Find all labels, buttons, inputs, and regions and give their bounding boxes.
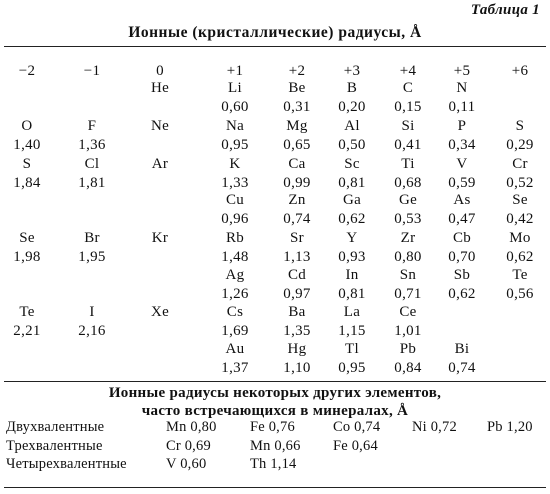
mineral-radius: Co 0,74: [333, 419, 381, 435]
radius-value: 0,84: [394, 360, 422, 376]
element-symbol: Te: [19, 304, 35, 320]
element-symbol: Mo: [509, 230, 531, 246]
element-symbol: Zn: [288, 192, 306, 208]
mineral-radius: Pb 1,20: [487, 419, 533, 435]
element-symbol: Zr: [400, 230, 416, 246]
radius-value: 1,98: [13, 249, 41, 265]
element-symbol: I: [89, 304, 95, 320]
element-symbol: Sc: [344, 156, 360, 172]
element-symbol: Cl: [84, 156, 100, 172]
radius-value: 0,52: [506, 175, 534, 191]
radius-value: 0,29: [506, 137, 534, 153]
element-symbol: Bi: [454, 341, 470, 357]
element-symbol: Kr: [151, 230, 169, 246]
radius-value: 1,36: [78, 137, 106, 153]
element-symbol: O: [21, 118, 33, 134]
element-symbol: C: [402, 80, 414, 96]
element-symbol: F: [87, 118, 97, 134]
column-header: 0: [156, 63, 164, 79]
element-symbol: Te: [512, 267, 528, 283]
column-header: +5: [453, 63, 471, 79]
bottom-rule: [4, 487, 546, 488]
element-symbol: Ba: [288, 304, 306, 320]
column-header: +6: [511, 63, 529, 79]
radius-value: 1,48: [221, 249, 249, 265]
column-header: +2: [288, 63, 306, 79]
radius-value: 0,80: [394, 249, 422, 265]
column-header: +1: [226, 63, 244, 79]
element-symbol: K: [229, 156, 241, 172]
element-symbol: He: [150, 80, 170, 96]
element-symbol: Ce: [399, 304, 417, 320]
column-header: +3: [343, 63, 361, 79]
mineral-radius: Mn 0,80: [166, 419, 217, 435]
element-symbol: Se: [512, 192, 528, 208]
radius-value: 1,26: [221, 286, 249, 302]
subtitle-line-2: часто встречающихся в минералах, Å: [141, 403, 409, 419]
radius-value: 0,97: [283, 286, 311, 302]
element-symbol: Au: [225, 341, 245, 357]
element-symbol: S: [22, 156, 32, 172]
element-symbol: Pb: [399, 341, 417, 357]
element-symbol: Ne: [150, 118, 170, 134]
column-header: +4: [399, 63, 417, 79]
radius-value: 0,34: [448, 137, 476, 153]
mineral-radius: Ni 0,72: [412, 419, 457, 435]
radius-value: 0,65: [283, 137, 311, 153]
radius-value: 0,47: [448, 211, 476, 227]
radius-value: 1,69: [221, 323, 249, 339]
radius-value: 0,42: [506, 211, 534, 227]
element-symbol: As: [453, 192, 471, 208]
subtitle-line-1: Ионные радиусы некоторых других элементов,: [108, 385, 442, 401]
radius-value: 1,13: [283, 249, 311, 265]
element-symbol: Si: [401, 118, 415, 134]
column-header: −1: [83, 63, 101, 79]
valence-label: Четырехвалентные: [6, 456, 127, 472]
radius-value: 0,15: [394, 99, 422, 115]
element-symbol: Se: [19, 230, 35, 246]
element-symbol: Ga: [342, 192, 362, 208]
radius-value: 1,81: [78, 175, 106, 191]
element-symbol: Ti: [401, 156, 415, 172]
mineral-radius: Mn 0,66: [250, 438, 301, 454]
element-symbol: Ag: [225, 267, 245, 283]
radius-value: 0,95: [338, 360, 366, 376]
radius-value: 1,01: [394, 323, 422, 339]
middle-rule: [4, 381, 546, 382]
radius-value: 2,16: [78, 323, 106, 339]
element-symbol: Y: [346, 230, 358, 246]
mineral-radius: V 0,60: [166, 456, 207, 472]
valence-label: Трехвалентные: [6, 438, 103, 454]
top-rule: [4, 46, 546, 47]
radius-value: 0,31: [283, 99, 311, 115]
element-symbol: V: [456, 156, 468, 172]
radius-value: 0,41: [394, 137, 422, 153]
mineral-radius: Th 1,14: [250, 456, 297, 472]
element-symbol: Br: [84, 230, 100, 246]
radius-value: 0,81: [338, 175, 366, 191]
table-title: Ионные (кристаллические) радиусы, Å: [128, 24, 422, 41]
radius-value: 1,35: [283, 323, 311, 339]
radius-value: 0,62: [338, 211, 366, 227]
valence-label: Двухвалентные: [6, 419, 105, 435]
radius-value: 0,60: [221, 99, 249, 115]
radius-value: 0,68: [394, 175, 422, 191]
radius-value: 0,81: [338, 286, 366, 302]
radius-value: 0,70: [448, 249, 476, 265]
radius-value: 1,95: [78, 249, 106, 265]
radius-value: 1,37: [221, 360, 249, 376]
radius-value: 0,20: [338, 99, 366, 115]
element-symbol: Cs: [226, 304, 244, 320]
radius-value: 0,56: [506, 286, 534, 302]
element-symbol: S: [515, 118, 525, 134]
radius-value: 2,21: [13, 323, 41, 339]
radius-value: 0,99: [283, 175, 311, 191]
radius-value: 0,71: [394, 286, 422, 302]
element-symbol: Li: [228, 80, 242, 96]
element-symbol: Ge: [398, 192, 418, 208]
element-symbol: Rb: [225, 230, 245, 246]
radius-value: 0,62: [506, 249, 534, 265]
element-symbol: Mg: [286, 118, 308, 134]
element-symbol: Ca: [288, 156, 306, 172]
element-symbol: Cd: [287, 267, 307, 283]
element-symbol: P: [457, 118, 467, 134]
element-symbol: Sb: [453, 267, 471, 283]
radius-value: 1,33: [221, 175, 249, 191]
element-symbol: Xe: [150, 304, 170, 320]
column-header: −2: [18, 63, 36, 79]
radius-value: 0,11: [448, 99, 476, 115]
element-symbol: In: [345, 267, 359, 283]
element-symbol: Cu: [225, 192, 245, 208]
radius-value: 0,95: [221, 137, 249, 153]
radius-value: 0,96: [221, 211, 249, 227]
radius-value: 1,15: [338, 323, 366, 339]
element-symbol: N: [456, 80, 468, 96]
radius-value: 0,74: [283, 211, 311, 227]
element-symbol: Al: [344, 118, 360, 134]
element-symbol: Hg: [287, 341, 307, 357]
radius-value: 0,74: [448, 360, 476, 376]
radius-value: 0,50: [338, 137, 366, 153]
element-symbol: B: [346, 80, 358, 96]
element-symbol: Ar: [151, 156, 169, 172]
element-symbol: Tl: [345, 341, 359, 357]
element-symbol: Na: [225, 118, 245, 134]
radius-value: 0,53: [394, 211, 422, 227]
radius-value: 0,59: [448, 175, 476, 191]
radius-value: 1,84: [13, 175, 41, 191]
element-symbol: Cb: [452, 230, 472, 246]
radius-value: 0,93: [338, 249, 366, 265]
mineral-radius: Fe 0,76: [250, 419, 295, 435]
element-symbol: Sr: [290, 230, 304, 246]
radius-value: 1,10: [283, 360, 311, 376]
radius-value: 0,62: [448, 286, 476, 302]
table-number: Таблица 1: [470, 2, 540, 18]
mineral-radius: Cr 0,69: [166, 438, 211, 454]
element-symbol: La: [343, 304, 361, 320]
element-symbol: Be: [288, 80, 306, 96]
radius-value: 1,40: [13, 137, 41, 153]
element-symbol: Cr: [512, 156, 528, 172]
element-symbol: Sn: [399, 267, 417, 283]
mineral-radius: Fe 0,64: [333, 438, 378, 454]
